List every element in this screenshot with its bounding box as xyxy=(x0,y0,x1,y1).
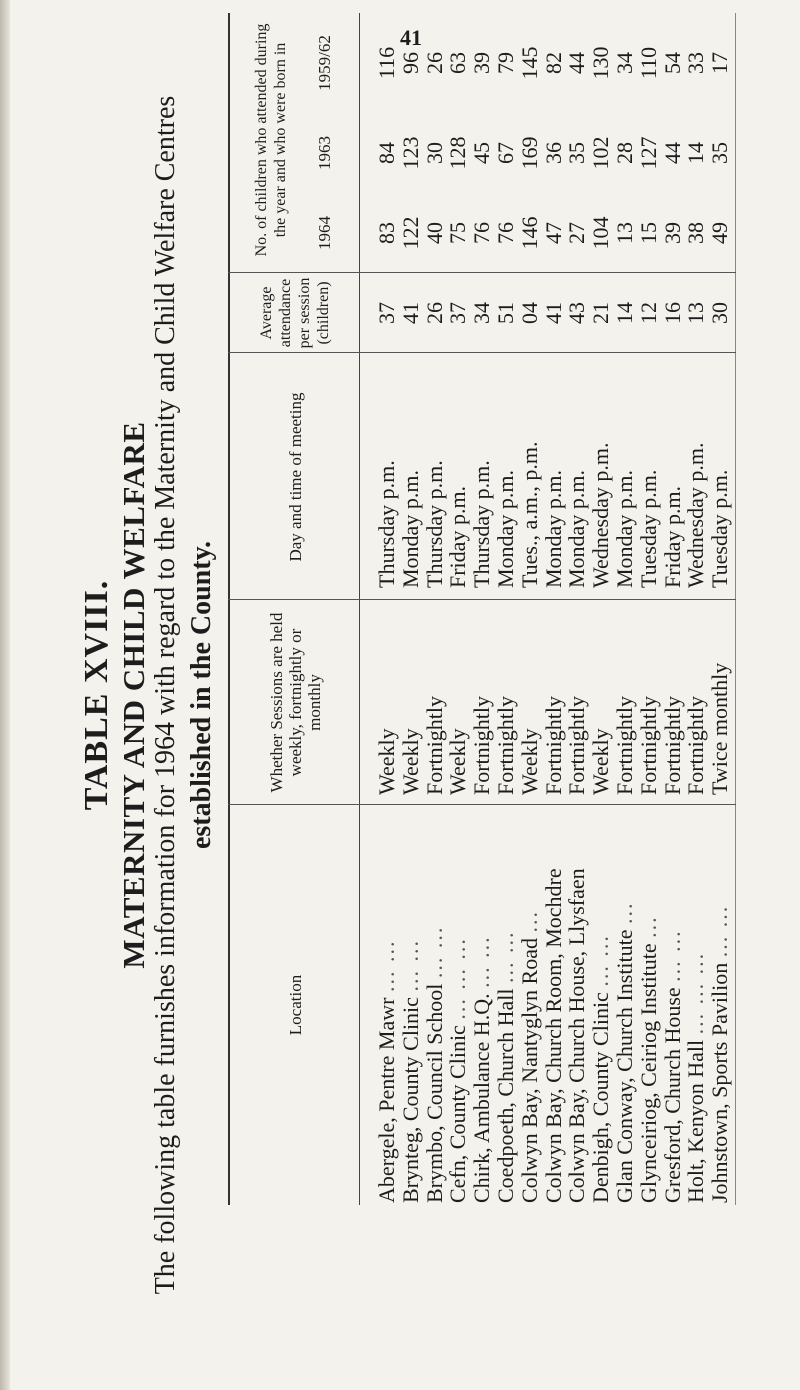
born-1964-cell: 49 xyxy=(707,222,733,244)
frequency-cell: Fortnightly xyxy=(540,695,566,795)
born-1963-cell: 30 xyxy=(421,142,447,164)
location-cell xyxy=(447,811,469,1203)
leader-dots: ... ... xyxy=(421,925,447,979)
day-time-cell: Wednesday p.m. xyxy=(683,442,709,588)
attendance-cell: 12 xyxy=(635,302,661,324)
header-day-time: Day and time of meeting xyxy=(285,392,305,562)
table-row xyxy=(685,13,707,1205)
born-1964-cell: 40 xyxy=(421,222,447,244)
born-1964-cell: 76 xyxy=(469,222,495,244)
day-time-cell: Wednesday p.m. xyxy=(588,442,614,588)
location-cell xyxy=(590,811,612,1203)
born-1963-cell: 44 xyxy=(659,142,685,164)
born-1964-cell: 38 xyxy=(683,222,709,244)
born-1964-cell: 104 xyxy=(588,216,614,250)
leader-dots: ... ... xyxy=(397,939,423,992)
location-text: Brymbo, Council School xyxy=(421,983,447,1203)
born-1963-cell: 28 xyxy=(612,142,637,164)
born-1963-cell: 123 xyxy=(397,136,423,170)
day-time-cell: Friday p.m. xyxy=(445,485,471,588)
frequency-cell: Weekly xyxy=(445,728,471,795)
header-rule xyxy=(359,13,360,1205)
born-1963-cell: 14 xyxy=(683,142,709,164)
day-time-cell: Tuesday p.m. xyxy=(707,469,733,588)
table-row xyxy=(495,13,517,1205)
location-cell xyxy=(471,811,493,1203)
table-row xyxy=(709,13,731,1205)
location-cell xyxy=(566,811,588,1203)
day-time-cell: Tuesday p.m. xyxy=(635,469,661,588)
frequency-cell: Weekly xyxy=(516,728,542,795)
attendance-cell: 26 xyxy=(421,302,447,324)
born-1959-62-cell: 110 xyxy=(635,46,661,80)
table-row xyxy=(397,13,423,1205)
attendance-cell: 04 xyxy=(516,302,542,324)
location-cell xyxy=(495,811,517,1203)
table-top-rule xyxy=(228,13,230,1205)
location-text: Glynceiriog, Ceiriog Institute xyxy=(635,943,661,1203)
attendance-cell: 37 xyxy=(445,302,471,324)
page-header xyxy=(0,0,217,1390)
location-text: Gresford, Church House xyxy=(659,987,685,1203)
frequency-cell: Fortnightly xyxy=(469,695,495,795)
location-text: Colwyn Bay, Church House, Llysfaen xyxy=(564,868,590,1203)
attendance-cell: 34 xyxy=(469,302,495,324)
location-cell xyxy=(540,811,566,1203)
frequency-cell: Fortnightly xyxy=(635,695,661,795)
leader-dots: ... xyxy=(635,915,661,938)
attendance-cell: 13 xyxy=(683,302,709,324)
table-row xyxy=(447,13,469,1205)
table-row xyxy=(659,13,685,1205)
leader-dots: ... xyxy=(612,901,637,924)
attendance-cell: 30 xyxy=(707,302,733,324)
born-1964-cell: 15 xyxy=(635,222,661,244)
location-cell xyxy=(659,811,685,1203)
frequency-cell: Fortnightly xyxy=(612,695,637,795)
header-attendance: Average attendance per session (children) xyxy=(258,277,332,349)
table-row xyxy=(614,13,636,1205)
header-year-1964: 1964 xyxy=(315,216,334,250)
location-cell xyxy=(685,811,707,1203)
intro-text: The following table furnishes information for 1964 with regard to the Maternity and Child Welfare Centres xyxy=(150,95,181,1295)
frequency-cell: Weekly xyxy=(397,728,423,795)
leader-dots: ... ... xyxy=(374,939,399,993)
table-row xyxy=(516,13,542,1205)
born-1964-cell: 83 xyxy=(374,222,399,244)
intro-text-continued: established in the County. xyxy=(186,540,217,850)
born-1963-cell: 127 xyxy=(635,136,661,170)
day-time-cell: Thursday p.m. xyxy=(374,460,399,588)
frequency-cell: Weekly xyxy=(374,728,399,795)
born-1959-62-cell: 63 xyxy=(445,52,471,74)
leader-dots: ... ... ... xyxy=(445,937,471,1020)
attendance-cell: 51 xyxy=(493,302,518,324)
header-children-group: No. of children who attended during the year and who were born in xyxy=(253,23,289,257)
location-cell xyxy=(421,811,447,1203)
table-row xyxy=(421,13,447,1205)
attendance-cell: 41 xyxy=(397,302,423,324)
born-1963-cell: 102 xyxy=(588,136,614,170)
leader-dots: ... ... xyxy=(659,929,685,982)
table-row xyxy=(635,13,661,1205)
attendance-cell: 14 xyxy=(612,302,637,324)
location-cell xyxy=(614,811,636,1203)
section-title: MATERNITY AND CHILD WELFARE xyxy=(116,421,151,969)
location-text: Colwyn Bay, Church Room, Mochdre xyxy=(540,868,566,1203)
location-text: Colwyn Bay, Nantyglyn Road xyxy=(516,938,542,1203)
table-number: TABLE XVIII. xyxy=(78,579,115,811)
day-time-cell: Friday p.m. xyxy=(659,485,685,588)
leader-dots: ... xyxy=(516,910,542,933)
day-time-cell: Monday p.m. xyxy=(397,470,423,588)
day-time-cell: Thursday p.m. xyxy=(421,460,447,588)
location-text: Brynteg, County Clinic xyxy=(397,997,423,1203)
frequency-cell: Twice monthly xyxy=(707,662,733,795)
frequency-cell: Fortnightly xyxy=(683,695,709,795)
born-1964-cell: 13 xyxy=(612,222,637,244)
attendance-cell: 37 xyxy=(374,302,399,324)
born-1959-62-cell: 79 xyxy=(493,52,518,74)
location-cell xyxy=(397,811,423,1203)
born-1959-62-cell: 39 xyxy=(469,52,495,74)
born-1959-62-cell: 82 xyxy=(540,52,566,74)
born-1963-cell: 169 xyxy=(516,136,542,170)
born-1959-62-cell: 44 xyxy=(564,52,590,74)
location-text: Chirk, Ambulance H.Q. xyxy=(469,993,495,1203)
header-year-1959-62: 1959/62 xyxy=(315,35,334,91)
day-time-cell: Monday p.m. xyxy=(493,470,518,588)
born-1959-62-cell: 96 xyxy=(397,52,423,74)
frequency-cell: Fortnightly xyxy=(564,695,590,795)
born-1963-cell: 84 xyxy=(374,142,399,164)
born-1959-62-cell: 54 xyxy=(659,52,685,74)
frequency-cell: Weekly xyxy=(588,728,614,795)
born-1963-cell: 128 xyxy=(445,136,471,170)
leader-dots: ... ... xyxy=(588,934,614,987)
attendance-cell: 41 xyxy=(540,302,566,324)
location-cell xyxy=(376,811,398,1203)
location-text: Abergele, Pentre Mawr xyxy=(374,997,399,1203)
born-1963-cell: 67 xyxy=(493,142,518,164)
location-cell xyxy=(709,811,731,1203)
day-time-cell: Monday p.m. xyxy=(540,470,566,588)
day-time-cell: Thursday p.m. xyxy=(469,460,495,588)
header-frequency: Whether Sessions are held weekly, fortnightly or monthly xyxy=(266,612,324,793)
born-1964-cell: 75 xyxy=(445,222,471,244)
born-1964-cell: 122 xyxy=(397,216,423,250)
header-year-1963: 1963 xyxy=(315,136,334,170)
attendance-cell: 43 xyxy=(564,302,590,324)
table-row xyxy=(590,13,612,1205)
header-location: Location xyxy=(285,974,305,1036)
born-1959-62-cell: 26 xyxy=(421,52,447,74)
frequency-cell: Fortnightly xyxy=(659,695,685,795)
location-text: Denbigh, County Clinic xyxy=(588,992,614,1203)
leader-dots: ... ... xyxy=(707,904,733,958)
born-1964-cell: 47 xyxy=(540,222,566,244)
born-1959-62-cell: 130 xyxy=(588,46,614,80)
born-1964-cell: 146 xyxy=(516,216,542,250)
location-text: Glan Conway, Church Institute xyxy=(612,929,637,1203)
centres-table xyxy=(228,13,736,1205)
leader-dots: ... ... ... xyxy=(683,951,709,1035)
location-text: Cefn, County Clinic xyxy=(445,1025,471,1203)
page-number: 41 xyxy=(400,25,422,50)
born-1959-62-cell: 17 xyxy=(707,52,733,74)
table-row xyxy=(471,13,493,1205)
leader-dots: ... ... xyxy=(493,930,518,984)
born-1963-cell: 45 xyxy=(469,142,495,164)
attendance-cell: 16 xyxy=(659,302,685,324)
table-row xyxy=(540,13,566,1205)
born-1964-cell: 39 xyxy=(659,222,685,244)
born-1963-cell: 36 xyxy=(540,142,566,164)
location-text: Johnstown, Sports Pavilion xyxy=(707,962,733,1203)
born-1964-cell: 27 xyxy=(564,222,590,244)
location-cell xyxy=(516,811,542,1203)
location-cell xyxy=(635,811,661,1203)
attendance-cell: 21 xyxy=(588,302,614,324)
location-text: Holt, Kenyon Hall xyxy=(683,1039,709,1203)
born-1963-cell: 35 xyxy=(707,142,733,164)
leader-dots: ... ... xyxy=(469,935,495,988)
location-text: Coedpoeth, Church Hall xyxy=(493,988,518,1203)
frequency-cell: Fortnightly xyxy=(421,695,447,795)
day-time-cell: Monday p.m. xyxy=(564,470,590,588)
table-row xyxy=(566,13,588,1205)
table-row xyxy=(376,13,398,1205)
frequency-cell: Fortnightly xyxy=(493,695,518,795)
born-1959-62-cell: 34 xyxy=(612,52,637,74)
table-bottom-rule xyxy=(735,13,736,1205)
born-1959-62-cell: 145 xyxy=(516,46,542,80)
born-1964-cell: 76 xyxy=(493,222,518,244)
born-1959-62-cell: 116 xyxy=(374,46,399,80)
day-time-cell: Tues., a.m., p.m. xyxy=(516,441,542,588)
born-1959-62-cell: 33 xyxy=(683,52,709,74)
born-1963-cell: 35 xyxy=(564,142,590,164)
day-time-cell: Monday p.m. xyxy=(612,470,637,588)
